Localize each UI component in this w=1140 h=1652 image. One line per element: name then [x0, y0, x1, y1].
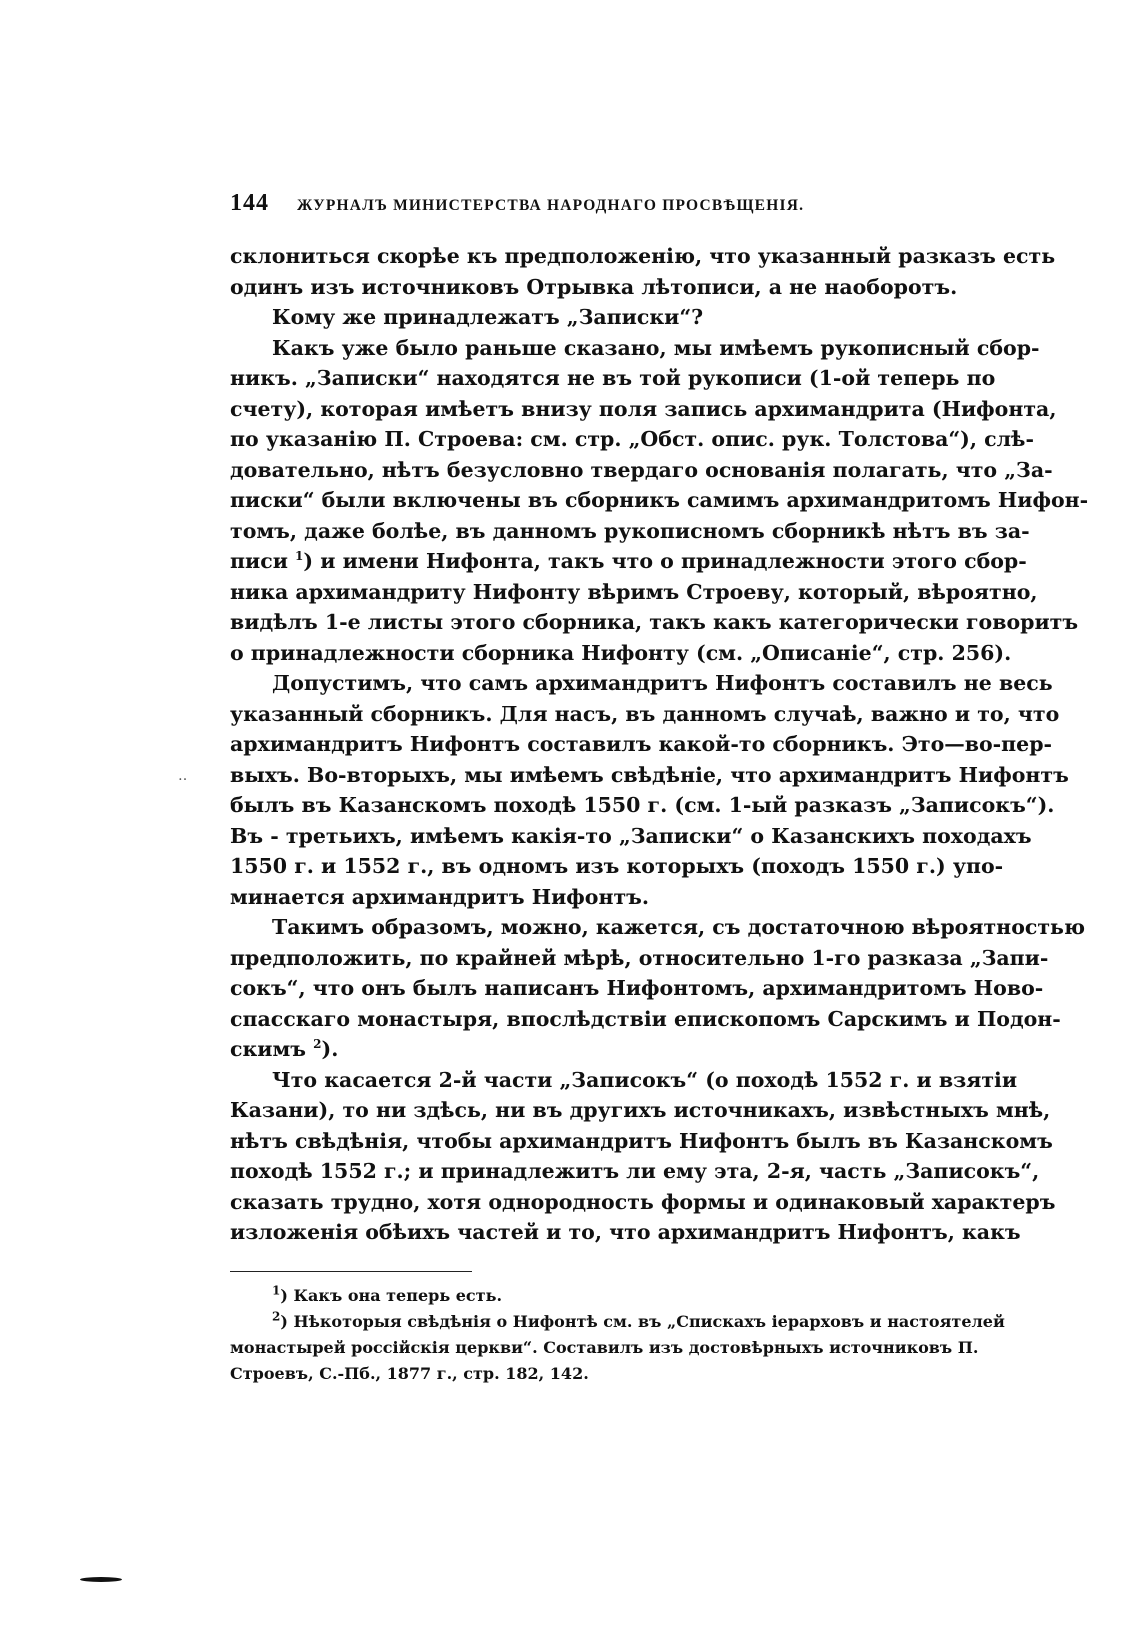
text-fragment: писи — [230, 549, 288, 573]
text-line: о принадлежности сборника Нифонту (см. „Описаніе“, стр. 256). — [230, 640, 1012, 665]
text-line: счету), которая имѣетъ внизу поля запись архимандрита (Нифонта, — [230, 396, 1057, 421]
footnote-ref-1: 1 — [295, 549, 304, 564]
text-line: минается архимандритъ Нифонтъ. — [230, 884, 650, 909]
footnote-divider — [230, 1271, 472, 1272]
text-line: сокъ“, что онъ былъ написанъ Нифонтомъ, архимандритомъ Ново- — [230, 976, 1044, 1000]
text-line: никъ. „Записки“ находятся не въ той рукописи (1-ой теперь по — [230, 366, 996, 390]
footnote-2 — [230, 1309, 1005, 1335]
text-line: спасскаго монастыря, впослѣдствіи епископомъ Сарскимъ и Подон- — [230, 1006, 1061, 1031]
text-fragment: ). — [321, 1037, 339, 1061]
text-line: ника архимандриту Нифонту вѣримъ Строеву, который, вѣроятно, — [230, 579, 1038, 604]
text-line: былъ въ Казанскомъ походѣ 1550 г. (см. 1-ый разказъ „Записокъ“). — [230, 793, 1055, 817]
footnote-text-line: монастырей россійскія церкви“. Составилъ изъ достовѣрныхъ источниковъ П. — [230, 1338, 979, 1357]
text-line: походѣ 1552 г.; и принадлежитъ ли ему эта, 2-я, часть „Записокъ“, — [230, 1159, 1040, 1183]
text-line: Кому же принадлежатъ „Записки“? — [272, 305, 704, 329]
footnote-text-line: Строевъ, С.-Пб., 1877 г., стр. 182, 142. — [230, 1364, 589, 1383]
footnote-marker-1: 1 — [272, 1283, 281, 1298]
text-line: изложенія обѣихъ частей и то, что архимандритъ Нифонтъ, какъ — [230, 1220, 1021, 1244]
footnote-text: ) Нѣкоторыя свѣдѣнія о Нифонтѣ см. въ „Спискахъ іерарховъ и настоятелей — [280, 1312, 1005, 1331]
footnotes — [230, 1283, 1005, 1387]
text-fragment: ) и имени Нифонта, такъ что о принадлежности этого сбор- — [303, 549, 1027, 573]
footnote-ref-2: 2 — [313, 1037, 322, 1052]
footnote-1 — [230, 1283, 976, 1309]
text-line: писки“ были включены въ сборникъ самимъ архимандритомъ Нифон- — [230, 488, 1089, 512]
text-line: Что касается 2-й части „Записокъ“ (о походѣ 1552 г. и взятіи — [272, 1067, 1018, 1092]
text-line: одинъ изъ источниковъ Отрывка лѣтописи, а не наоборотъ. — [230, 274, 958, 299]
text-line: предположить, по крайней мѣрѣ, относительно 1-го разказа „Запи- — [230, 945, 1049, 970]
text-line: выхъ. Во-вторыхъ, мы имѣемъ свѣдѣніе, что архимандритъ Нифонтъ — [230, 762, 1069, 787]
text-line: Допустимъ, что самъ архимандритъ Нифонтъ составилъ не весь — [272, 671, 1053, 695]
text-line: Казани), то ни здѣсь, ни въ другихъ источникахъ, извѣстныхъ мнѣ, — [230, 1098, 1051, 1122]
text-line: видѣлъ 1-е листы этого сборника, такъ какъ категорически говоритъ — [230, 610, 1079, 634]
text-line-with-footnote-ref — [230, 1034, 976, 1065]
text-line: по указанію П. Строева: см. стр. „Обст. опис. рук. Толстова“), слѣ- — [230, 427, 1034, 451]
text-line-with-footnote-ref — [230, 546, 1027, 577]
text-line: 1550 г. и 1552 г., въ одномъ изъ которыхъ (походъ 1550 г.) упо- — [230, 854, 1004, 878]
text-fragment: скимъ — [230, 1037, 307, 1061]
text-line: склониться скорѣе къ предположенію, что указанный разказъ есть — [230, 244, 1056, 268]
text-line: сказать трудно, хотя однородность формы и одинаковый характеръ — [230, 1189, 1056, 1214]
margin-mark: ‥ — [178, 768, 188, 784]
text-line: указанный сборникъ. Для насъ, въ данномъ случаѣ, важно и то, что — [230, 701, 1060, 726]
text-line: нѣтъ свѣдѣнія, чтобы архимандритъ Нифонтъ былъ въ Казанскомъ — [230, 1128, 1053, 1153]
footnote-marker-2: 2 — [272, 1309, 281, 1324]
running-title: ЖУРНАЛЪ МИНИСТЕРСТВА НАРОДНАГО ПРОСВѢЩЕНІЯ. — [297, 197, 805, 214]
text-line: томъ, даже болѣе, въ данномъ рукописномъ сборникѣ нѣтъ въ за- — [230, 518, 1030, 543]
text-line: Въ - третьихъ, имѣемъ какія-то „Записки“ о Казанскихъ походахъ — [230, 823, 1032, 848]
text-line: архимандритъ Нифонтъ составилъ какой-то сборникъ. Это—во-пер- — [230, 732, 1053, 756]
text-line: Такимъ образомъ, можно, кажется, съ достаточною вѣроятностью — [272, 915, 1085, 939]
scan-blot — [80, 1577, 122, 1582]
text-line: Какъ уже было раньше сказано, мы имѣемъ рукописный сбор- — [272, 335, 1040, 360]
running-header — [230, 190, 990, 220]
text-line: довательно, нѣтъ безусловно твердаго основанія полагать, что „За- — [230, 457, 1053, 482]
page-number: 144 — [230, 190, 269, 216]
body-text — [230, 241, 1089, 1248]
footnote-text: ) Какъ она теперь есть. — [280, 1286, 503, 1305]
